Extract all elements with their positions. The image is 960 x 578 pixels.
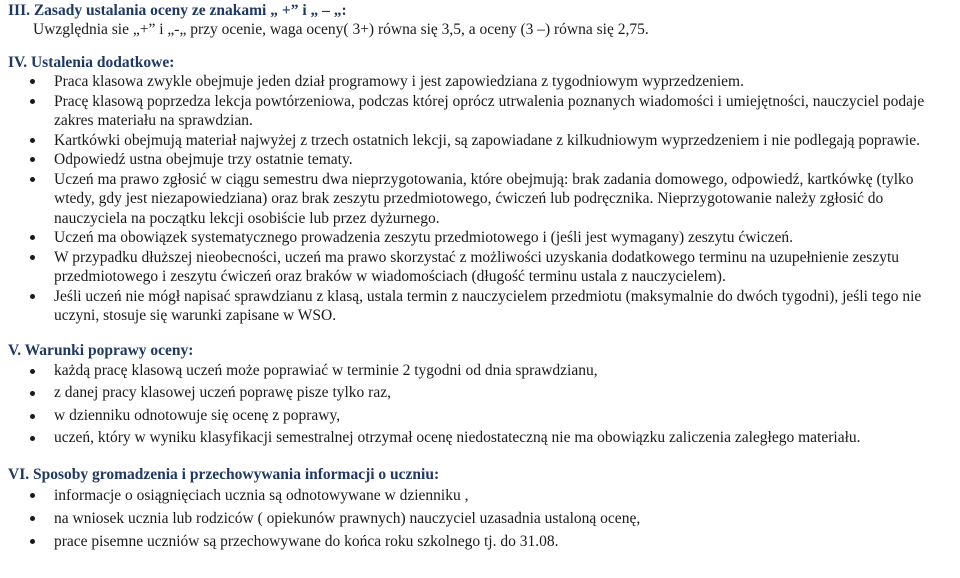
list-item-text: Kartkówki obejmują materiał najwyżej z trzech ostatnich lekcji, są zapowiadane z kilkudniowym wyprzedzeniem i nie podlegają poprawie. bbox=[54, 131, 920, 149]
list-item-text: Jeśli uczeń nie mógł napisać sprawdzianu z klasą, ustala termin z nauczycielem przedmiotu (maksymalnie do dwóch tygodni), jeśli tego nie uczyni, stosuje się warunki zapisane w WSO. bbox=[54, 287, 922, 324]
list-item bbox=[8, 427, 952, 450]
list-item bbox=[8, 530, 952, 553]
list-item bbox=[8, 405, 952, 428]
list-item bbox=[8, 248, 952, 287]
list-item bbox=[8, 507, 952, 530]
list-item-text: Uczeń ma obowiązek systematycznego prowadzenia zeszytu przedmiotowego i (jeśli jest wymagany) zeszytu ćwiczeń. bbox=[54, 229, 793, 246]
section-6-list bbox=[8, 484, 952, 553]
list-item bbox=[8, 170, 952, 229]
list-item-text: każdą pracę klasową uczeń może poprawiać w terminie 2 tygodni od dnia sprawdzianu, bbox=[54, 361, 598, 379]
bullet-icon bbox=[30, 157, 35, 162]
bullet-icon bbox=[30, 255, 35, 260]
list-item bbox=[8, 150, 952, 170]
bullet-icon bbox=[30, 177, 35, 182]
list-item bbox=[8, 72, 952, 92]
bullet-icon bbox=[30, 493, 35, 498]
section-3-text: Uwzględnia sie „+” i „-„ przy ocenie, waga oceny( 3+) równa się 3,5, a oceny (3 –) równa się 2,75. bbox=[33, 21, 649, 38]
bullet-icon bbox=[30, 369, 35, 374]
list-item bbox=[8, 92, 952, 131]
list-item bbox=[8, 131, 952, 151]
bullet-icon bbox=[30, 79, 35, 84]
section-5-list bbox=[8, 360, 952, 450]
list-item-text: na wniosek ucznia lub rodziców ( opiekunów prawnych) nauczyciel uzasadnia ustaloną ocenę, bbox=[54, 509, 641, 527]
bullet-icon bbox=[30, 436, 35, 441]
bullet-icon bbox=[30, 414, 35, 419]
list-item bbox=[8, 484, 952, 507]
bullet-icon bbox=[30, 391, 35, 396]
document-page bbox=[0, 1, 960, 553]
list-item-text: uczeń, który w wyniku klasyfikacji semestralnej otrzymał ocenę niedostateczną nie ma obowiązku zaliczenia zaległego materiału. bbox=[54, 429, 861, 446]
list-item bbox=[8, 287, 952, 326]
section-4-heading: IV. Ustalenia dodatkowe: bbox=[8, 54, 175, 71]
list-item bbox=[8, 360, 952, 383]
section-5-heading: V. Warunki poprawy oceny: bbox=[8, 341, 194, 359]
bullet-icon bbox=[30, 516, 35, 521]
list-item bbox=[8, 228, 952, 248]
bullet-icon bbox=[30, 539, 35, 544]
list-item-text: prace pisemne uczniów są przechowywane do końca roku szkolnego tj. do 31.08. bbox=[54, 532, 559, 550]
section-3-heading: III. Zasady ustalania oceny ze znakami „ +” i „ – „: bbox=[8, 2, 347, 19]
bullet-icon bbox=[30, 99, 35, 104]
section-4-list bbox=[8, 72, 952, 326]
list-item-text: informacje o osiągnięciach ucznia są odnotowywane w dzienniku , bbox=[54, 486, 469, 504]
list-item bbox=[8, 382, 952, 405]
list-item-text: Odpowiedź ustna obejmuje trzy ostatnie tematy. bbox=[54, 151, 353, 168]
bullet-icon bbox=[30, 235, 35, 240]
list-item-text: Pracę klasową poprzedza lekcja powtórzeniowa, podczas której oprócz utrwalenia poznanych wiadomości i umiejętności, nauczyciel podaje zakres materiału na sprawdzian. bbox=[54, 92, 925, 129]
list-item-text: Uczeń ma prawo zgłosić w ciągu semestru dwa nieprzygotowania, które obejmują: brak zadania domowego, odpowiedź, kartkówkę (tylko wtedy, gdy jest niezapowiedziana) oraz brak zeszytu przedmiotowego, ćwiczeń lub podręcznika. Nieprzygotowanie należy zgłosić do nauczyciela na początku lekcji osobiście lub przez dyżurnego. bbox=[54, 170, 914, 227]
bullet-icon bbox=[30, 138, 35, 143]
bullet-icon bbox=[30, 294, 35, 299]
list-item-text: Praca klasowa zwykle obejmuje jeden dział programowy i jest zapowiedziana z tygodniowym wyprzedzeniem. bbox=[54, 73, 744, 90]
list-item-text: w dzienniku odnotowuje się ocenę z poprawy, bbox=[54, 406, 341, 424]
list-item-text: z danej pracy klasowej uczeń poprawę pisze tylko raz, bbox=[54, 384, 391, 401]
section-6-heading: VI. Sposoby gromadzenia i przechowywania informacji o uczniu: bbox=[8, 465, 440, 483]
list-item-text: W przypadku dłuższej nieobecności, uczeń ma prawo skorzystać z możliwości uzyskania dodatkowego terminu na uzupełnienie zeszytu przedmiotowego i zeszytu ćwiczeń oraz braków w wiadomościach (długość terminu ustala z nauczycielem). bbox=[54, 248, 900, 285]
